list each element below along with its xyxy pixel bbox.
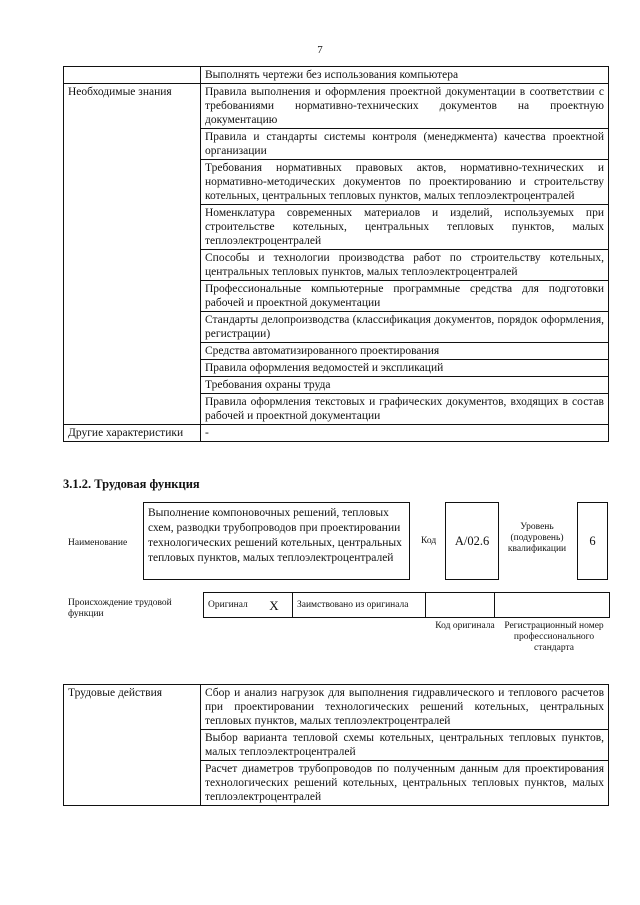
original-mark: X xyxy=(256,593,293,618)
row-text: - xyxy=(201,425,609,442)
origin-table xyxy=(203,592,610,618)
row-text: Правила оформления ведомостей и экспликаций xyxy=(201,360,609,377)
original-label: Оригинал xyxy=(204,593,257,618)
labor-actions-table xyxy=(63,684,609,806)
row-text: Расчет диаметров трубопроводов по полученным данным для проектирования технологических решений котельных, центральных тепловых пунктов, малых теплоэлектроцентралей xyxy=(201,761,609,806)
table-row xyxy=(64,425,609,442)
table-row xyxy=(64,67,609,84)
row-text: Выбор варианта тепловой схемы котельных, центральных тепловых пунктов, малых теплоэлектроцентралей xyxy=(201,730,609,761)
code-value-box: A/02.6 xyxy=(445,502,499,580)
reg-caption: Регистрационный номер профессионального стандарта xyxy=(504,621,604,653)
row-text: Способы и технологии производства работ по строительству котельных, центральных тепловых пунктов, малых теплоэлектроцентралей xyxy=(201,250,609,281)
name-label: Наименование xyxy=(68,538,128,548)
row-label-other-characteristics: Другие характеристики xyxy=(64,425,201,442)
row-text: Правила выполнения и оформления проектной документации в соответствии с требованиями нормативно-технических документов на проектную документацию xyxy=(201,84,609,129)
borrowed-label: Заимствовано из оригинала xyxy=(293,593,426,618)
table-row xyxy=(204,593,610,618)
origin-label: Происхождение трудовой функции xyxy=(68,598,172,619)
row-label-labor-actions: Трудовые действия xyxy=(64,685,201,806)
code-label: Код xyxy=(421,536,437,546)
knowledge-table xyxy=(63,66,609,442)
row-text: Номенклатура современных материалов и изделий, используемых при строительстве котельных, центральных тепловых пунктов, малых теплоэлектроцентралей xyxy=(201,205,609,250)
row-text: Стандарты делопроизводства (классификация документов, порядок оформления, регистрации) xyxy=(201,312,609,343)
section-heading: 3.1.2. Трудовая функция xyxy=(63,477,200,491)
page-number: 7 xyxy=(317,44,323,56)
row-text: Выполнять чертежи без использования компьютера xyxy=(201,67,609,84)
function-name-box: Выполнение компоновочных решений, тепловых схем, разводки трубопроводов при проектировании технологических решений котельных, центральных тепловых пунктов, малых теплоэлектроцентралей xyxy=(143,502,410,580)
row-text: Сбор и анализ нагрузок для выполнения гидравлического и теплового расчетов при проектировании технологических решений котельных, центральных тепловых пунктов, малых теплоэлектроцентралей xyxy=(201,685,609,730)
registration-number-cell xyxy=(495,593,610,618)
row-label-required-knowledge: Необходимые знания xyxy=(64,84,201,425)
row-text: Требования нормативных правовых актов, нормативно-технических и нормативно-методических документов по проектированию и строительству котельных, центральных тепловых пунктов, малых теплоэлектроцентралей xyxy=(201,160,609,205)
row-text: Средства автоматизированного проектирования xyxy=(201,343,609,360)
level-label: Уровень (подуровень) квалификации xyxy=(507,522,567,554)
row-text: Правила оформления текстовых и графических документов, входящих в состав рабочей и проектной документации xyxy=(201,394,609,425)
original-code-cell xyxy=(426,593,495,618)
table-row xyxy=(64,685,609,730)
row-text: Профессиональные компьютерные программные средства для подготовки рабочей и проектной документации xyxy=(201,281,609,312)
table-row xyxy=(64,84,609,129)
level-value-box: 6 xyxy=(577,502,608,580)
row-text: Правила и стандарты системы контроля (менеджмента) качества проектной организации xyxy=(201,129,609,160)
row-label xyxy=(64,67,201,84)
row-text: Требования охраны труда xyxy=(201,377,609,394)
code-caption: Код оригинала xyxy=(435,621,495,631)
